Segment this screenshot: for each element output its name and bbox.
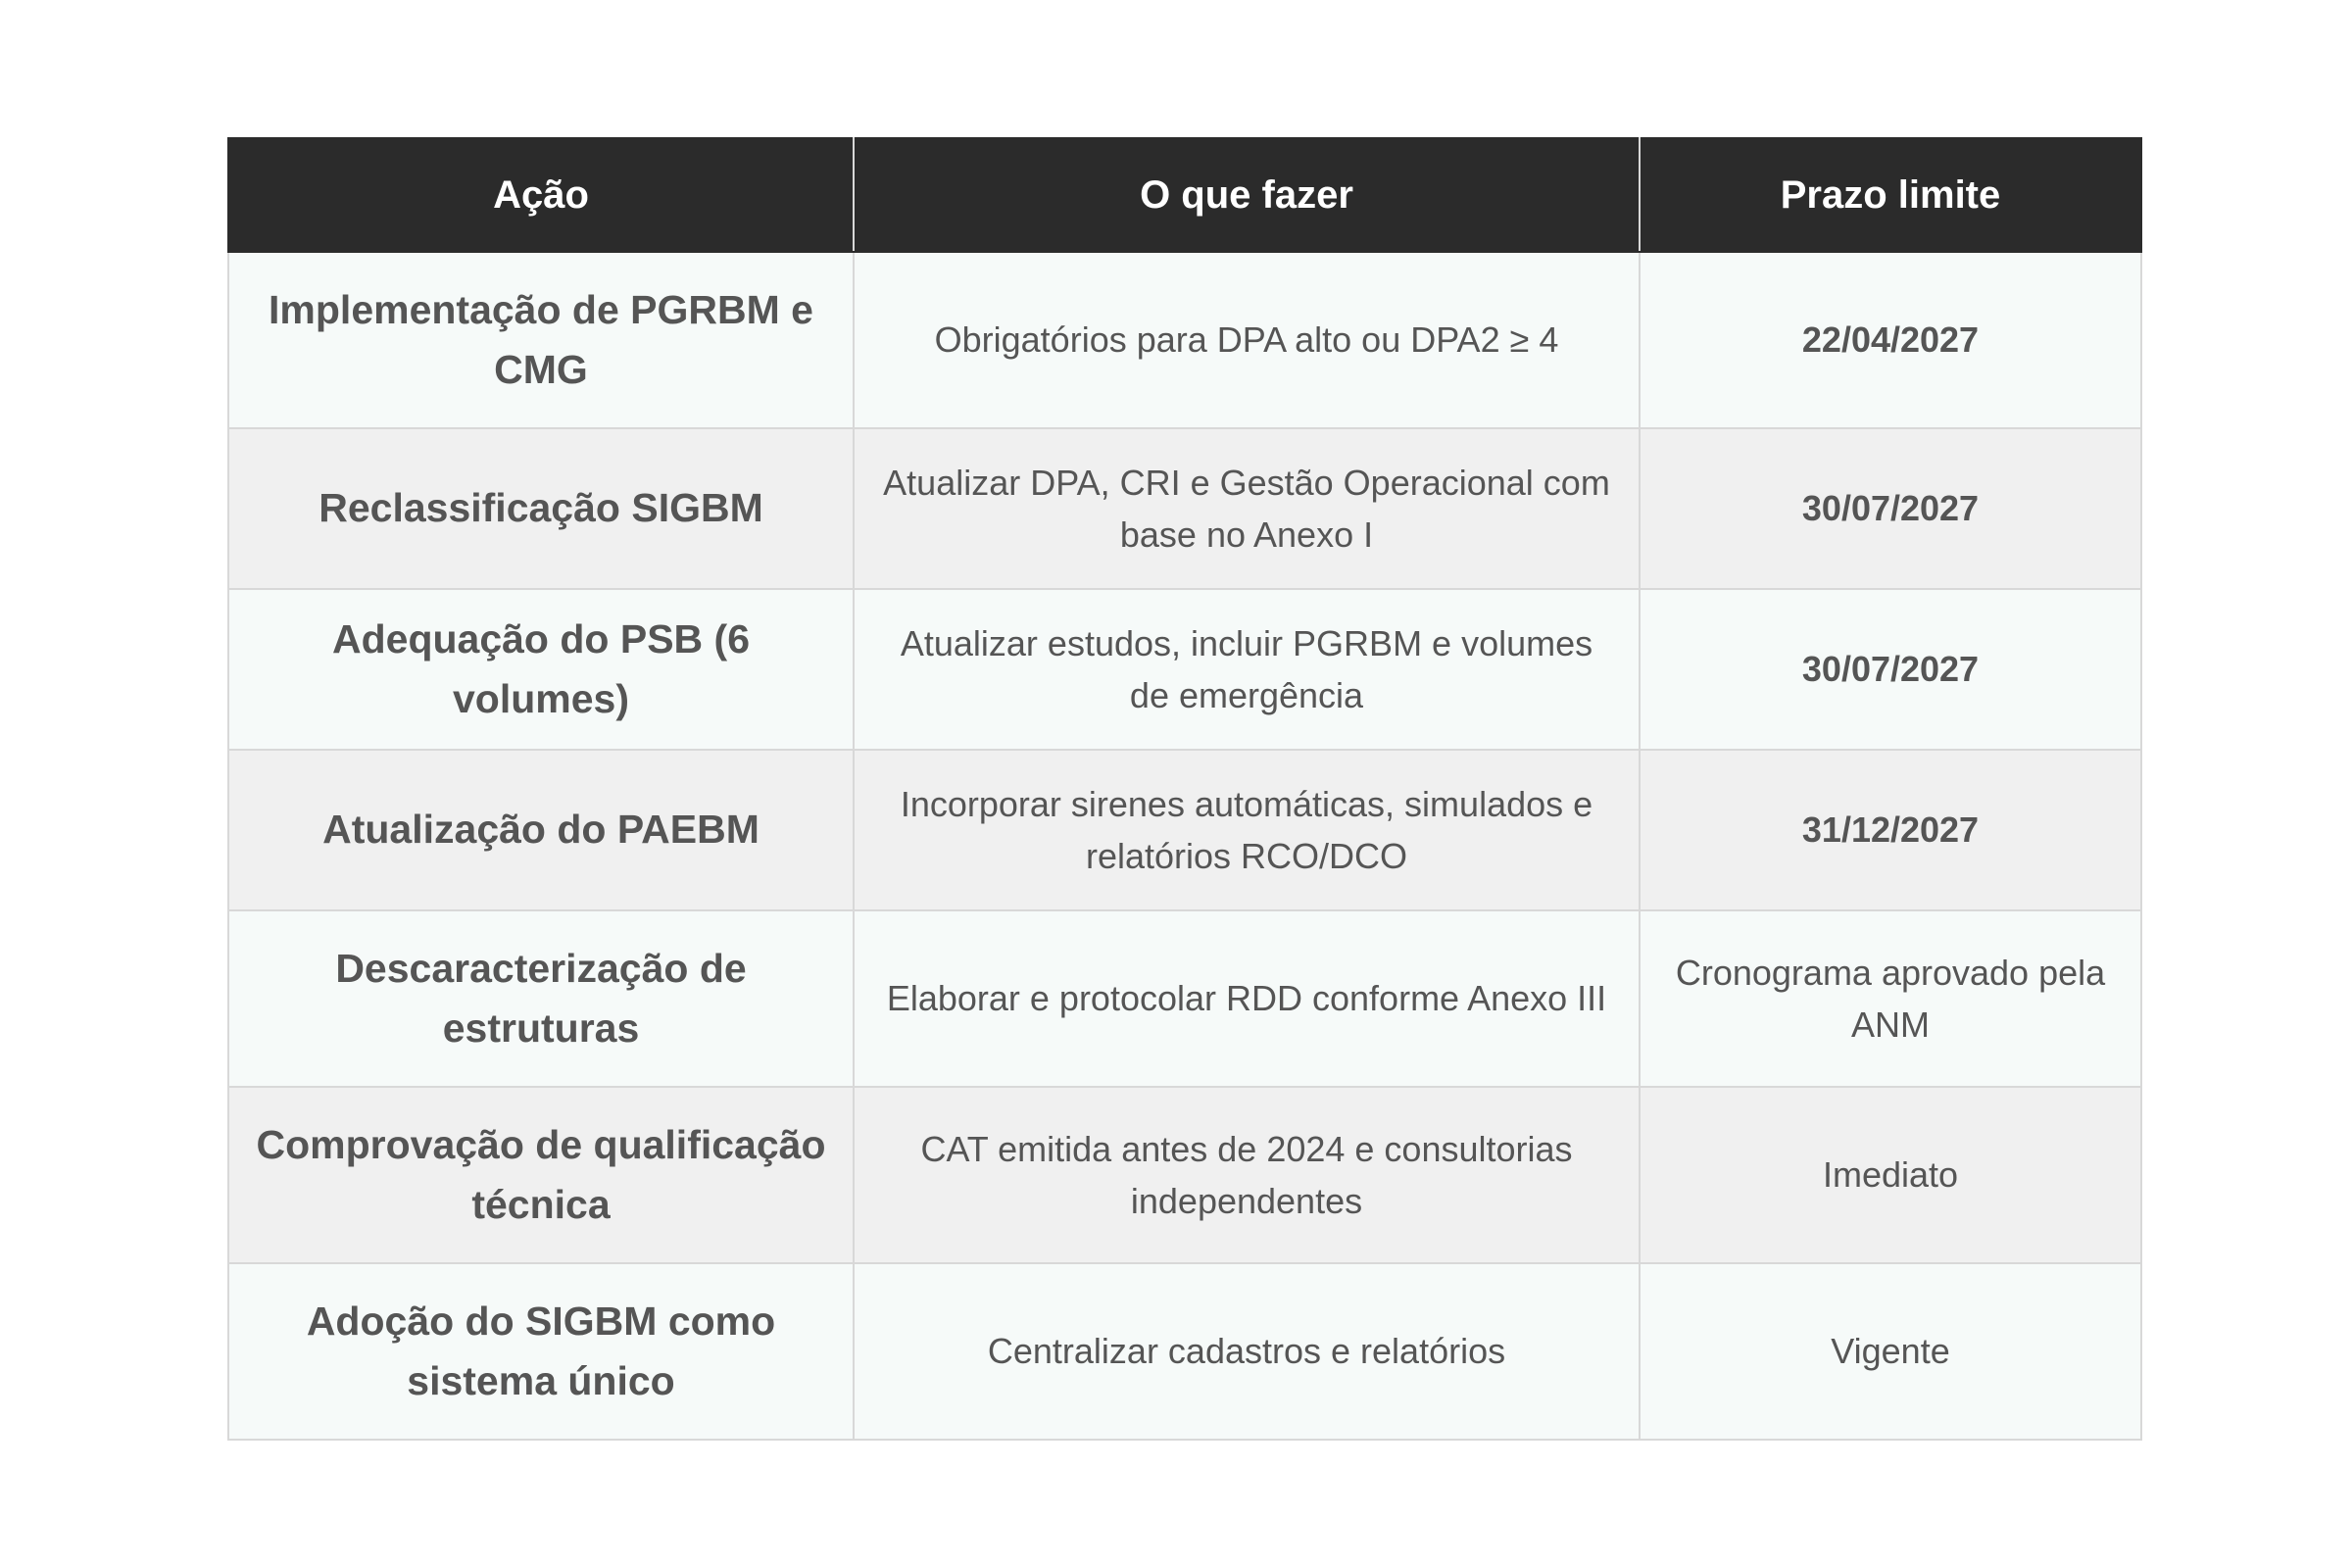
cell-acao: Reclassificação SIGBM	[228, 428, 854, 589]
cell-prazo: Imediato	[1640, 1087, 2141, 1263]
table-row	[228, 1087, 2141, 1263]
cell-o-que-fazer: Atualizar estudos, incluir PGRBM e volumes de emergência	[854, 589, 1640, 750]
table-row	[228, 428, 2141, 589]
table-header	[228, 138, 2141, 252]
header-acao: Ação	[228, 138, 854, 252]
cell-prazo: Cronograma aprovado pela ANM	[1640, 910, 2141, 1087]
cell-acao: Atualização do PAEBM	[228, 750, 854, 910]
header-o-que-fazer: O que fazer	[854, 138, 1640, 252]
table-row	[228, 1263, 2141, 1440]
cell-prazo: 30/07/2027	[1640, 589, 2141, 750]
cell-acao: Descaracterização de estruturas	[228, 910, 854, 1087]
table-row	[228, 589, 2141, 750]
requirements-table	[227, 137, 2142, 1441]
cell-o-que-fazer: Elaborar e protocolar RDD conforme Anexo III	[854, 910, 1640, 1087]
cell-o-que-fazer: Incorporar sirenes automáticas, simulados e relatórios RCO/DCO	[854, 750, 1640, 910]
table-row	[228, 910, 2141, 1087]
header-row	[228, 138, 2141, 252]
cell-acao: Adoção do SIGBM como sistema único	[228, 1263, 854, 1440]
table-row	[228, 252, 2141, 428]
cell-prazo: Vigente	[1640, 1263, 2141, 1440]
cell-acao: Comprovação de qualificação técnica	[228, 1087, 854, 1263]
table-row	[228, 750, 2141, 910]
cell-o-que-fazer: Atualizar DPA, CRI e Gestão Operacional com base no Anexo I	[854, 428, 1640, 589]
cell-o-que-fazer: Centralizar cadastros e relatórios	[854, 1263, 1640, 1440]
cell-prazo: 22/04/2027	[1640, 252, 2141, 428]
cell-o-que-fazer: Obrigatórios para DPA alto ou DPA2 ≥ 4	[854, 252, 1640, 428]
cell-acao: Implementação de PGRBM e CMG	[228, 252, 854, 428]
cell-prazo: 30/07/2027	[1640, 428, 2141, 589]
requirements-table-container	[227, 137, 2140, 1441]
cell-acao: Adequação do PSB (6 volumes)	[228, 589, 854, 750]
cell-prazo: 31/12/2027	[1640, 750, 2141, 910]
cell-o-que-fazer: CAT emitida antes de 2024 e consultorias independentes	[854, 1087, 1640, 1263]
header-prazo-limite: Prazo limite	[1640, 138, 2141, 252]
table-body	[228, 252, 2141, 1440]
